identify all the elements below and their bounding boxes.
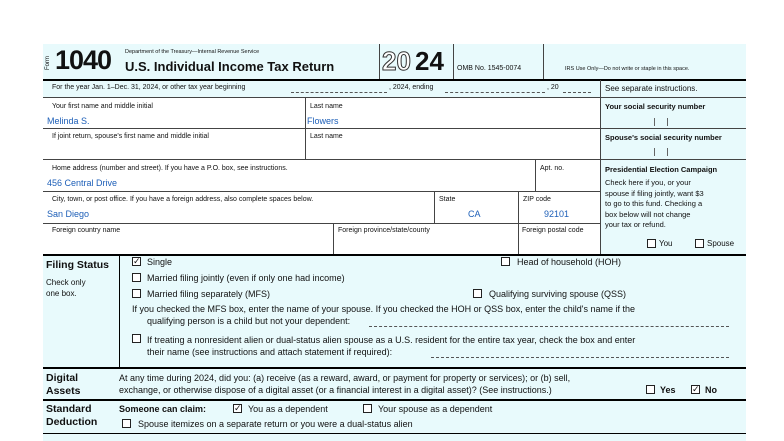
you-dependent-checkbox[interactable]: ✓ [234,403,242,413]
filing-status-title: Filing Status [46,259,109,271]
spouse-itemizes-label: Spouse itemizes on a separate return or you were a dual-status alien [138,419,413,429]
foreign-postal-label: Foreign postal code [522,227,584,234]
year-outline: 20 [382,46,411,76]
spouse-dependent-checkbox[interactable] [363,404,372,413]
qss-label: Qualifying surviving spouse (QSS) [489,289,627,299]
form-side-label: Form [45,56,51,70]
spouse-itemizes-checkbox[interactable] [122,419,131,428]
election-title: Presidential Election Campaign [605,165,718,174]
right-column-bg [600,97,746,255]
single-label: Single [147,257,173,267]
department-label: Department of the Treasury—Internal Revenue Service [125,49,260,55]
digital-assets-no-checkbox[interactable]: ✓ [692,384,700,394]
foreign-province-label: Foreign province/state/county [338,227,430,234]
nonresident-line2: their name (see instructions and attach statement if required): [147,347,393,357]
hoh-label: Head of household (HOH) [517,257,622,267]
last-name-value[interactable]: Flowers [307,116,339,126]
nonresident-checkbox[interactable] [132,334,141,343]
spouse-first-label: If joint return, spouse's first name and middle initial [52,133,209,140]
digital-assets-title: Digital Assets [46,372,81,397]
election-spouse-checkbox[interactable] [695,239,704,248]
election-text: Check here if you, or your spouse if filing jointly, want $3 to go to this fund. Checking a box below will not change your tax or refund. [605,178,704,229]
home-address-label: Home address (number and street). If you have a P.O. box, see instructions. [52,165,288,172]
election-you-checkbox[interactable] [647,239,656,248]
mfs-note-line2: qualifying person is a child but not your dependent: [147,316,351,326]
tax-year-ending-label: , 2024, ending [389,84,434,91]
mfs-spouse-name-field[interactable] [369,326,729,327]
city-label: City, town, or post office. If you have a foreign address, also complete spaces below. [52,196,314,203]
zip-value[interactable]: 92101 [544,209,570,219]
someone-can-claim-label: Someone can claim: [119,404,207,414]
irs-use-only: IRS Use Only—Do not write or staple in this space. [565,66,690,72]
apt-label: Apt. no. [540,165,565,172]
ssn-label: Your social security number [605,102,706,111]
standard-deduction-title: Standard Deduction [46,403,98,428]
spouse-last-label: Last name [310,133,343,140]
nonresident-line1: If treating a nonresident alien or dual-status alien spouse as a U.S. resident for the entire tax year, check the box and enter [147,335,636,345]
mfs-note-line1: If you checked the MFS box, enter the name of your spouse. If you checked the HOH or QSS box, enter the child's name if the [132,304,635,314]
digital-assets-yes-label: Yes [660,385,676,395]
you-dependent-label: You as a dependent [248,404,328,414]
tax-year-begin-field[interactable] [291,92,387,93]
digital-assets-q2: exchange, or otherwise dispose of a digital asset (or a financial interest in a digital asset)? (See instructions.) [119,385,552,395]
single-checkbox[interactable]: ✓ [133,256,141,266]
mfs-checkbox[interactable] [132,289,141,298]
hoh-checkbox[interactable] [501,257,510,266]
nonresident-name-field[interactable] [431,357,729,358]
tax-year-end-field[interactable] [445,92,545,93]
last-name-label: Last name [310,103,343,110]
mfj-checkbox[interactable] [132,273,141,282]
city-value[interactable]: San Diego [47,209,90,219]
spouse-ssn-label: Spouse's social security number [605,133,722,142]
tax-year-label: For the year Jan. 1–Dec. 31, 2024, or other tax year beginning [52,84,246,91]
qss-checkbox[interactable] [473,289,482,298]
mfj-label: Married filing jointly (even if only one had income) [147,273,345,283]
digital-assets-no-label: No [705,385,717,395]
filing-status-check-only: Check only one box. [46,278,86,298]
tax-year-20-field[interactable] [563,92,591,93]
home-address-value[interactable]: 456 Central Drive [47,178,118,188]
state-label: State [439,196,456,203]
digital-assets-yes-checkbox[interactable] [646,385,655,394]
foreign-country-label: Foreign country name [52,227,121,234]
zip-label: ZIP code [523,196,551,203]
form-title: U.S. Individual Income Tax Return [125,59,335,74]
year-bold: 24 [415,46,444,76]
tax-year-20-label: , 20 [547,84,559,91]
election-you-label: You [659,239,673,248]
election-spouse-label: Spouse [707,239,735,248]
first-name-value[interactable]: Melinda S. [47,116,90,126]
digital-assets-q1: At any time during 2024, did you: (a) receive (as a reward, award, or payment for property or services); or (b) sell, [119,373,571,383]
see-instructions: See separate instructions. [605,84,698,93]
state-value[interactable]: CA [468,209,481,219]
omb-number: OMB No. 1545-0074 [457,65,522,72]
mfs-label: Married filing separately (MFS) [147,289,271,299]
first-name-label: Your first name and middle initial [52,103,153,110]
spouse-dependent-label: Your spouse as a dependent [378,404,493,414]
form-1040 [43,44,746,441]
form-number: 1040 [55,45,112,75]
